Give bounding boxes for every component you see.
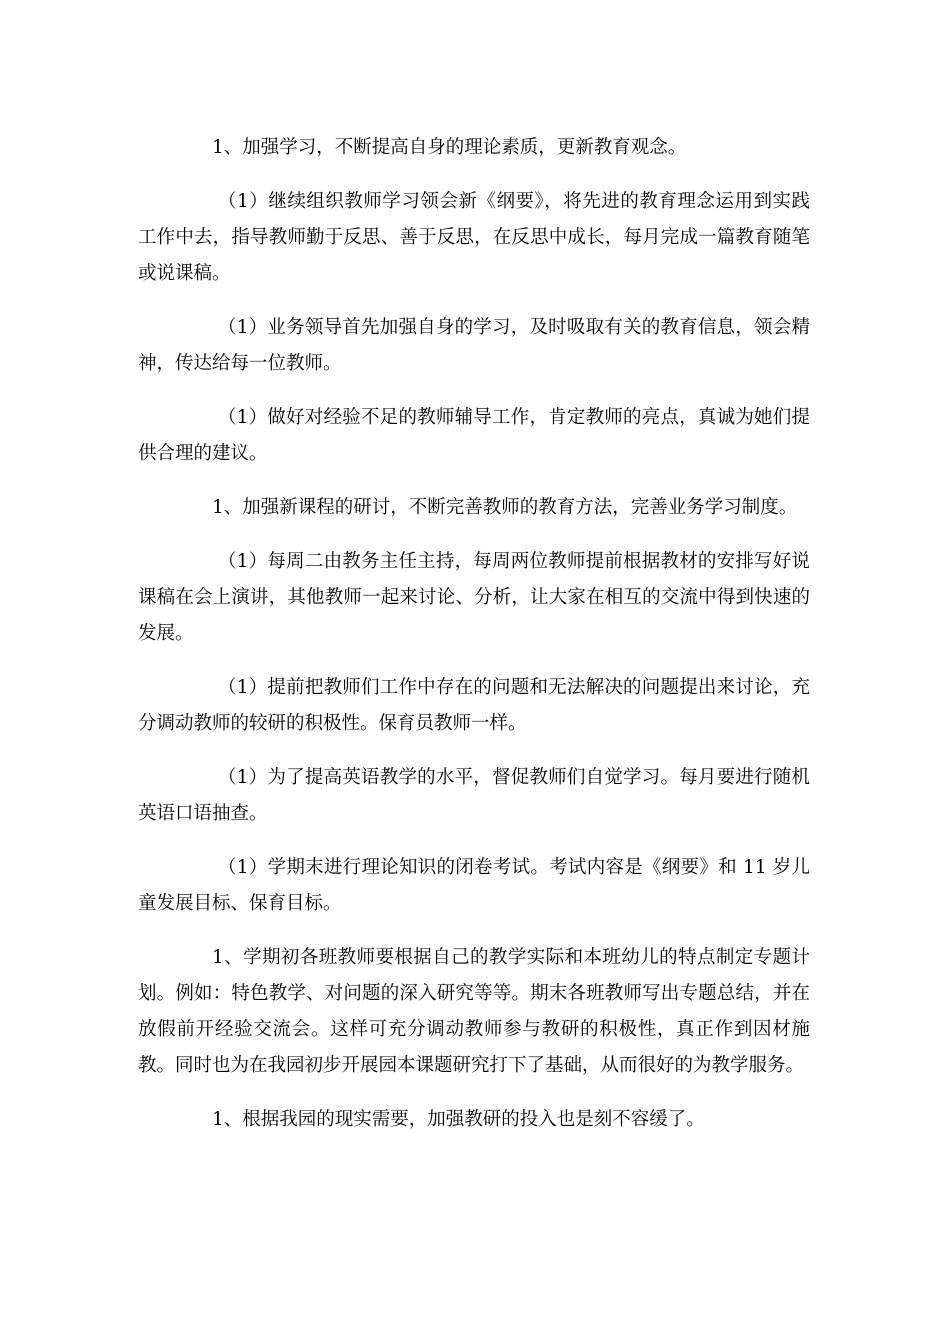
- paragraph-heading-study: 1、加强学习，不断提高自身的理论素质，更新教育观念。: [212, 137, 687, 158]
- paragraph-item: （1）业务领导首先加强自身的学习，及时吸取有关的教育信息，领会精神，传达给每一位教师。: [138, 317, 810, 374]
- paragraph-item: （1）继续组织教师学习领会新《纲要》，将先进的教育理念运用到实践工作中去，指导教师勤于反思、善于反思，在反思中成长，每月完成一篇教育随笔或说课稿。: [138, 191, 810, 284]
- paragraph-heading-research-investment: 1、根据我园的现实需要，加强教研的投入也是刻不容缓了。: [212, 1109, 705, 1130]
- paragraph-item: （1）做好对经验不足的教师辅导工作，肯定教师的亮点，真诚为她们提供合理的建议。: [138, 407, 810, 464]
- paragraph-item: （1）每周二由教务主任主持，每周两位教师提前根据教材的安排写好说课稿在会上演讲，其他教师一起来讨论、分析，让大家在相互的交流中得到快速的发展。: [138, 551, 810, 644]
- paragraph-item: （1）为了提高英语教学的水平，督促教师们自觉学习。每月要进行随机英语口语抽查。: [138, 767, 810, 824]
- paragraph-heading-topic-plan: 1、学期初各班教师要根据自己的教学实际和本班幼儿的特点制定专题计划。例如：特色教学、对问题的深入研究等等。期末各班教师写出专题总结，并在放假前开经验交流会。这样可充分调动教师参与教研的积极性，真正作到因材施教。同时也为在我园初步开展园本课题研究打下了基础，从而很好的为教学服务。: [138, 947, 810, 1076]
- paragraph-item: （1）学期末进行理论知识的闭卷考试。考试内容是《纲要》和 11 岁儿童发展目标、保育目标。: [138, 857, 810, 914]
- document-page: [138, 130, 810, 1156]
- paragraph-item: （1）提前把教师们工作中存在的问题和无法解决的问题提出来讨论，充分调动教师的较研的积极性。保育员教师一样。: [138, 677, 810, 734]
- paragraph-heading-curriculum: 1、加强新课程的研讨，不断完善教师的教育方法，完善业务学习制度。: [212, 497, 798, 518]
